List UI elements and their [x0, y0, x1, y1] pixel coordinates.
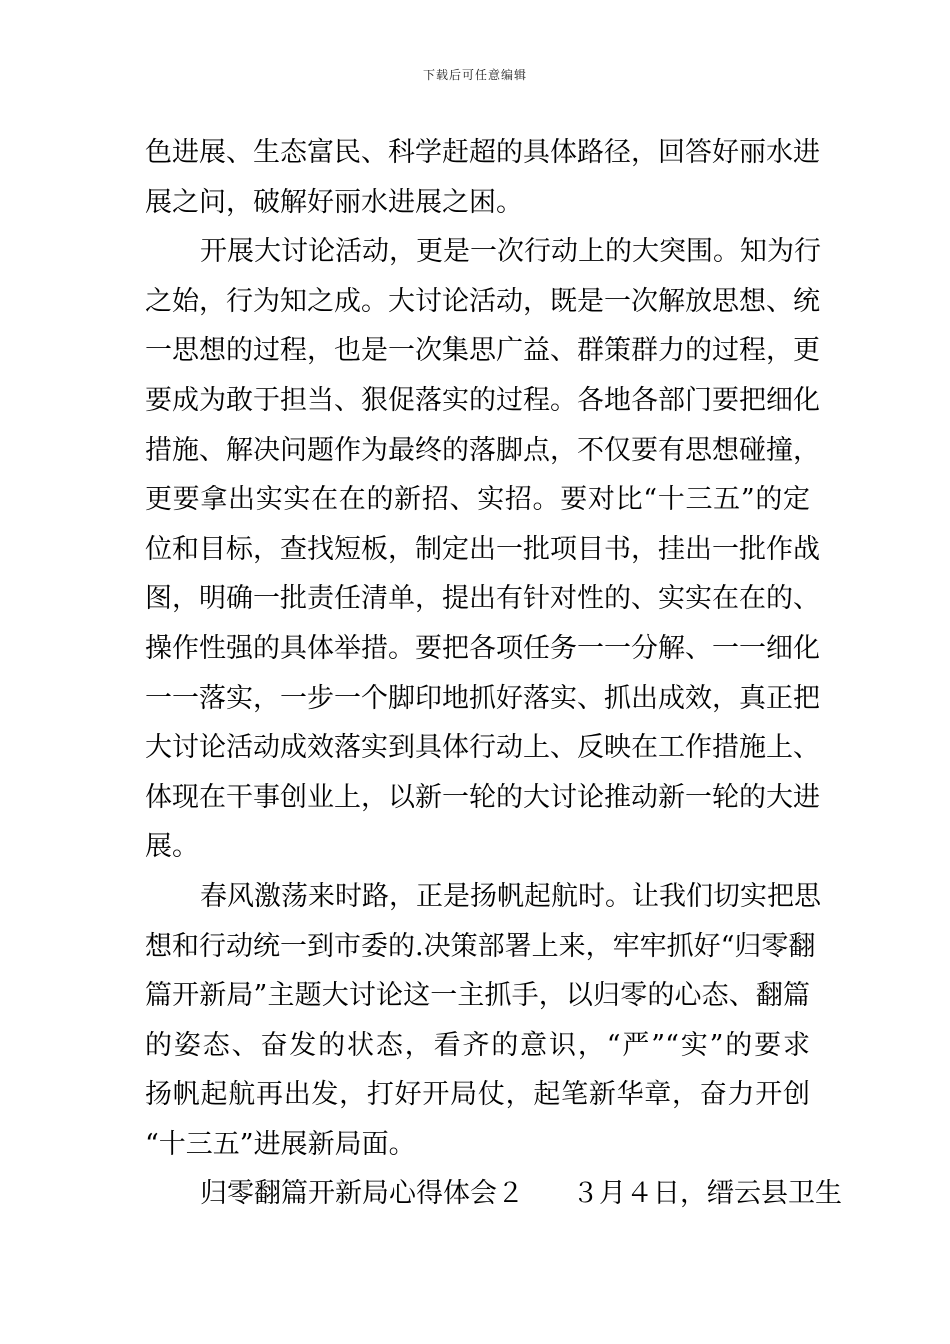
- body-line: 操作性强的具体举措。要把各项任务一一分解、一一细化: [145, 632, 820, 664]
- section-title-line: [145, 1169, 842, 1219]
- body-line: 一一落实，一步一个脚印地抓好落实、抓出成效，真正把: [145, 682, 820, 714]
- body-line: 之始，行为知之成。大讨论活动，既是一次解放思想、统: [145, 285, 820, 317]
- section-title: 归零翻篇开新局心得体会２: [200, 1178, 524, 1210]
- body-line: 大讨论活动成效落实到具体行动上、反映在工作措施上、: [145, 732, 820, 764]
- body-line: 展之问，破解好丽水进展之困。: [145, 186, 523, 218]
- body-line: 的姿态、奋发的状态，看齐的意识，“严”“实”的要求: [145, 1029, 810, 1061]
- document-body: [145, 128, 842, 1219]
- body-line: 图，明确一批责任清单，提出有针对性的、实实在在的、: [145, 583, 820, 615]
- paragraph-start-line: 春风激荡来时路，正是扬帆起航时。让我们切实把思: [200, 880, 821, 912]
- body-line: 想和行动统一到市委的.决策部署上来，牢牢抓好“归零翻: [145, 930, 816, 962]
- body-line: 扬帆起航再出发，打好开局仗，起笔新华章，奋力开创: [145, 1079, 810, 1111]
- body-line: 体现在干事创业上，以新一轮的大讨论推动新一轮的大进: [145, 781, 820, 813]
- body-line: 色进展、生态富民、科学赶超的具体路径，回答好丽水进: [145, 137, 820, 168]
- body-line: 措施、解决问题作为最终的落脚点，不仅要有思想碰撞，: [145, 434, 820, 466]
- body-line: 要成为敢于担当、狠促落实的过程。各地各部门要把细化: [145, 384, 820, 416]
- page-header: 下载后可任意编辑: [422, 68, 527, 82]
- body-line: “十三五”进展新局面。: [145, 1128, 416, 1160]
- paragraph-start-line: 开展大讨论活动，更是一次行动上的大突围。知为行: [200, 236, 821, 268]
- body-line: 位和目标，查找短板，制定出一批项目书，挂出一批作战: [145, 533, 820, 565]
- body-line: 篇开新局”主题大讨论这一主抓手，以归零的心态、翻篇: [145, 980, 810, 1012]
- body-line: 展。: [145, 831, 199, 863]
- section-text: ３月４日，缙云县卫生: [572, 1178, 842, 1210]
- body-line: 一思想的过程，也是一次集思广益、群策群力的过程，更: [145, 335, 820, 367]
- body-line: 更要拿出实实在在的新招、实招。要对比“十三五”的定: [145, 484, 810, 516]
